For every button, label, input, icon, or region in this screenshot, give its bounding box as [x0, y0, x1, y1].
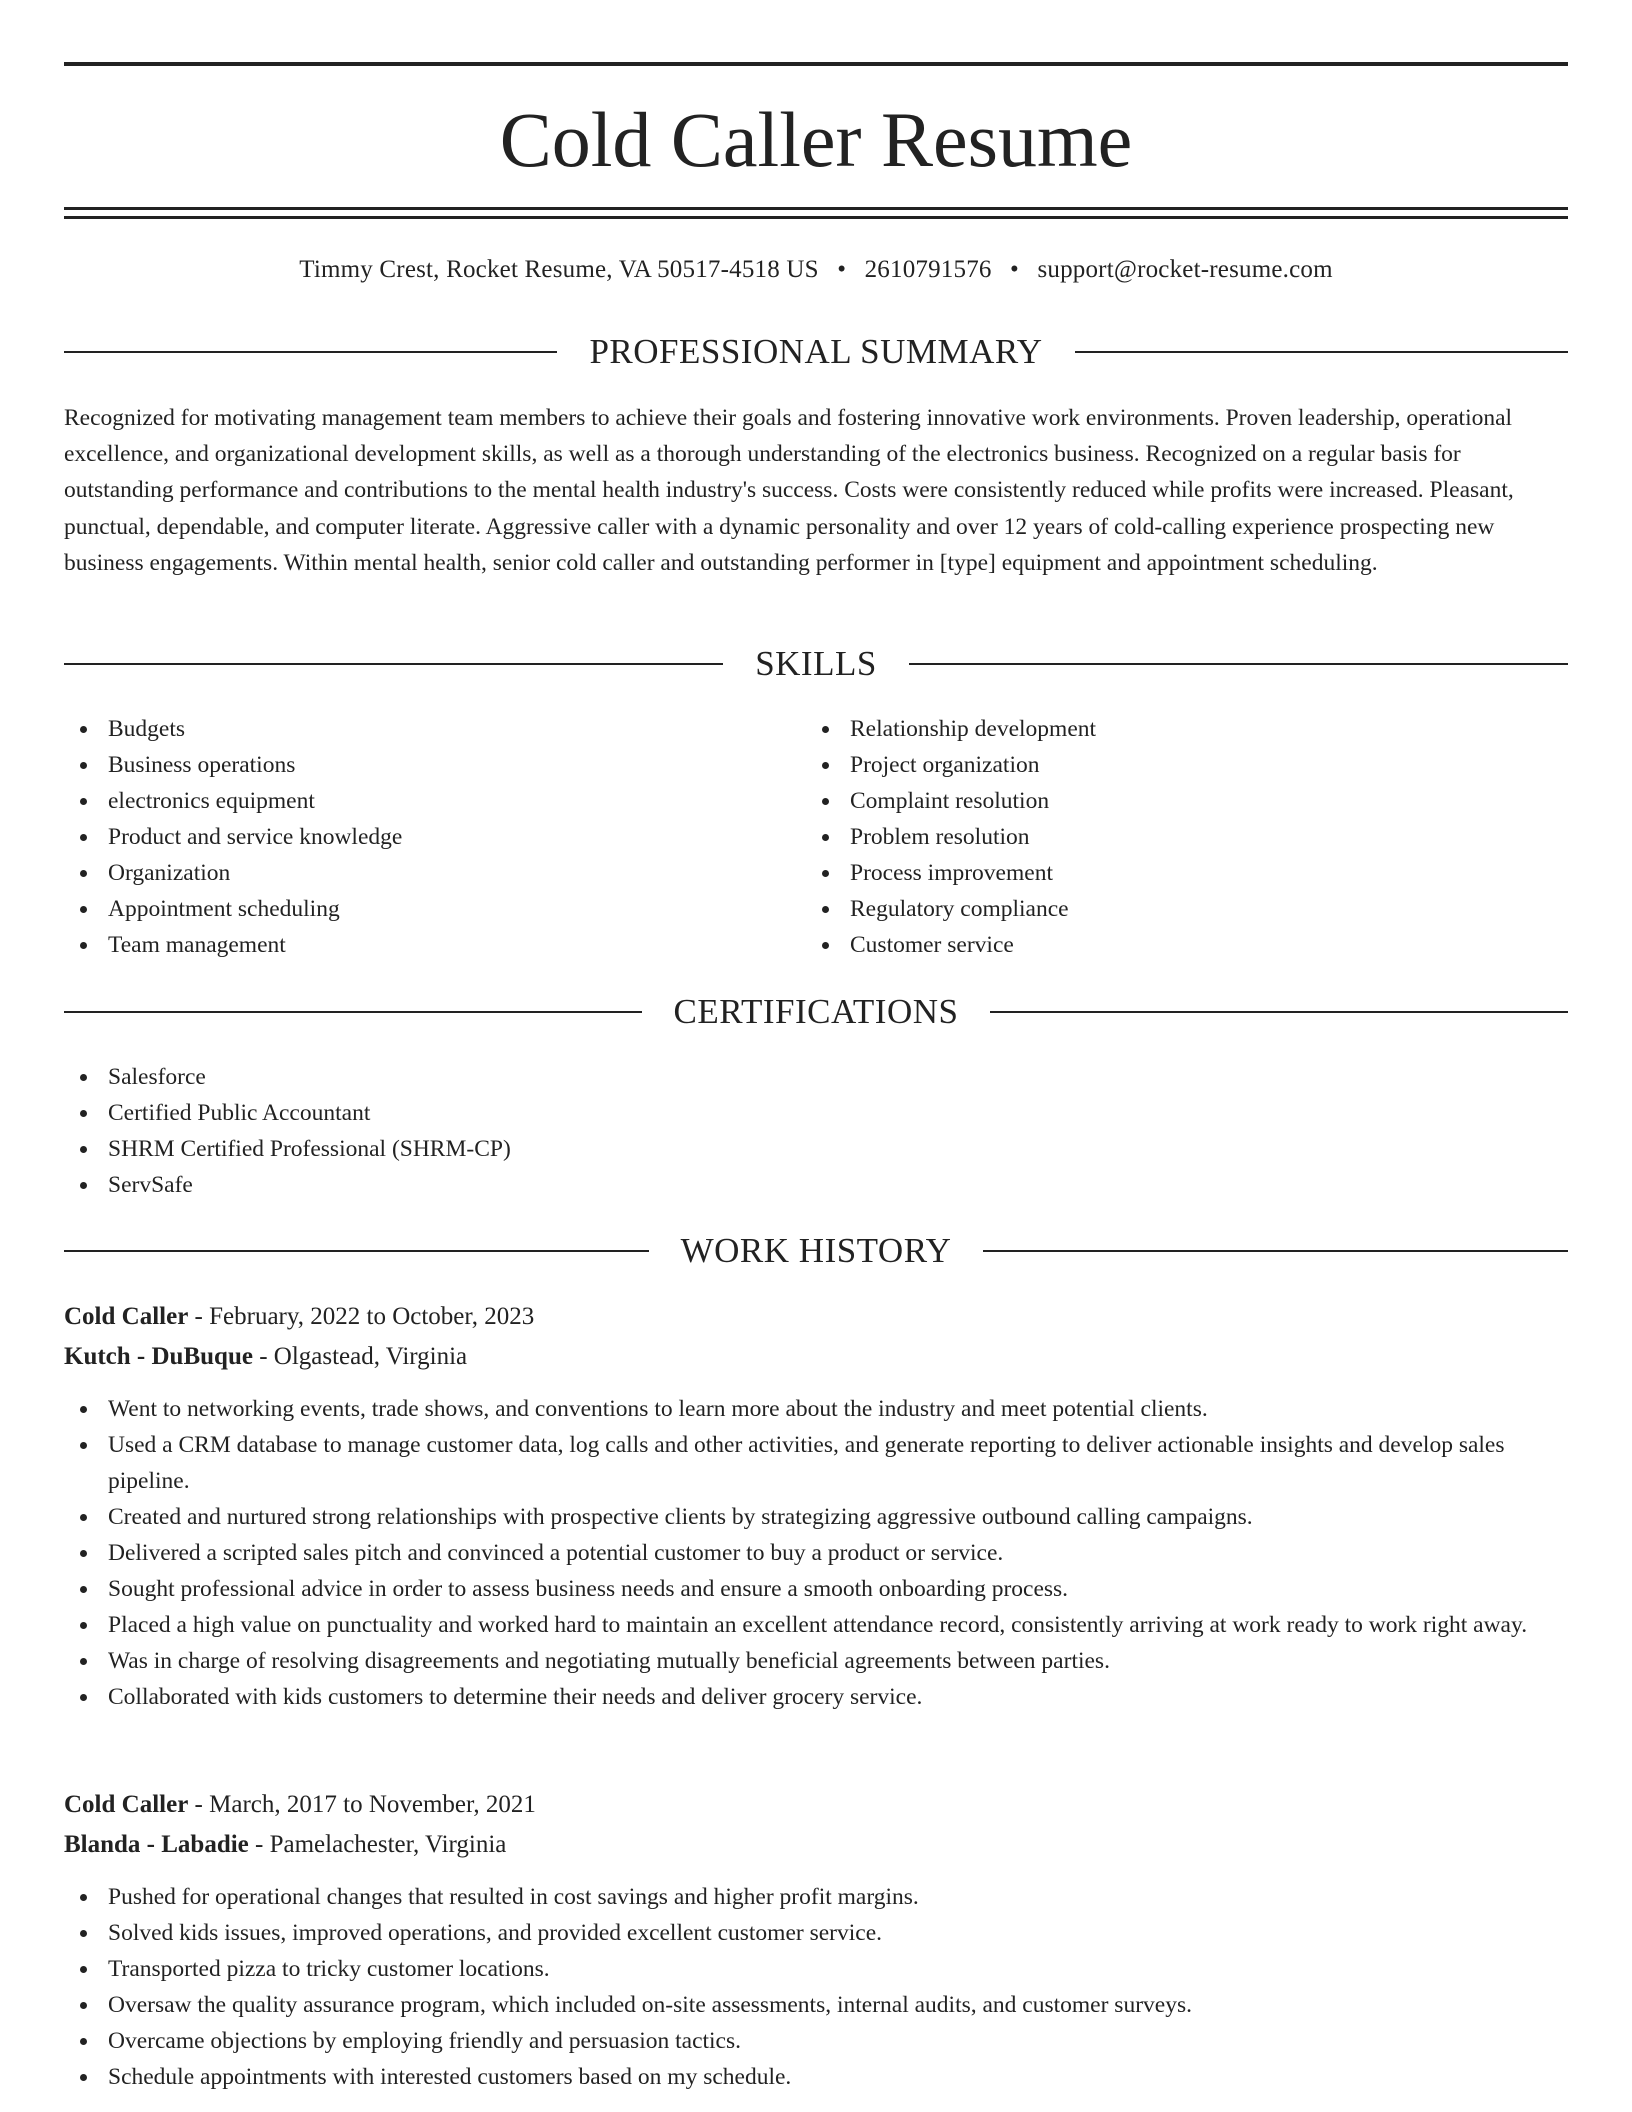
list-item: Product and service knowledge: [64, 819, 804, 855]
skills-heading: [64, 642, 1568, 686]
list-item: Transported pizza to tricky customer locations.: [64, 1951, 1568, 1987]
summary-heading: [64, 330, 1568, 374]
header-top-rule: [64, 62, 1568, 66]
job-location: Pamelachester, Virginia: [269, 1831, 507, 1858]
list-item: Overcame objections by employing friendly and persuasion tactics.: [64, 2023, 1568, 2059]
list-item: Organization: [64, 855, 804, 891]
contact-line: [64, 252, 1568, 288]
heading-rule-right: [909, 663, 1568, 665]
resume-title: Cold Caller Resume: [499, 96, 1133, 183]
job-bullets: [64, 1391, 1568, 1715]
contact-address: Timmy Crest, Rocket Resume, VA 50517-4518 US: [299, 256, 819, 283]
summary-text: Recognized for motivating management team members to achieve their goals and fostering innovative work environments. Proven leadership, operational excellence, and organizational development skills, as well as a thorough understanding of the electronics business. Recognized on a regular basis for outstanding performance and contributions to the mental health industry's success. Costs were consistently reduced while profits were increased. Pleasant, punctual, dependable, and computer literate. Aggressive caller with a dynamic personality and over 12 years of cold-calling experience prospecting new business engagements. Within mental health, senior cold caller and outstanding performer in [type] equipment and appointment scheduling.: [64, 405, 1514, 576]
list-item: Schedule appointments with interested customers based on my schedule.: [64, 2059, 1568, 2095]
list-item: Pushed for operational changes that resulted in cost savings and higher profit margins.: [64, 1879, 1568, 1915]
skills-list-right: [806, 711, 1546, 963]
list-item: Budgets: [64, 711, 804, 747]
job-company: Blanda - Labadie: [64, 1831, 249, 1858]
contact-email: support@rocket-resume.com: [1037, 256, 1333, 283]
list-item: Delivered a scripted sales pitch and convinced a potential customer to buy a product or service.: [64, 1535, 1568, 1571]
job-dates: February, 2022 to October, 2023: [209, 1303, 535, 1330]
list-item: SHRM Certified Professional (SHRM-CP): [64, 1131, 1568, 1167]
list-item: Appointment scheduling: [64, 891, 804, 927]
job-role-line: Cold Caller - March, 2017 to November, 2021: [64, 1791, 536, 1818]
skills-list-left: [64, 711, 804, 963]
list-item: Oversaw the quality assurance program, which included on-site assessments, internal audits, and customer surveys.: [64, 1987, 1568, 2023]
work-history-heading-label: WORK HISTORY: [680, 1231, 952, 1270]
certifications-list: [64, 1059, 1568, 1203]
heading-rule-right: [1075, 351, 1568, 353]
contact-separator: •: [837, 256, 847, 283]
list-item: Process improvement: [806, 855, 1546, 891]
list-item: Customer service: [806, 927, 1546, 963]
summary-heading-label: PROFESSIONAL SUMMARY: [589, 332, 1043, 371]
list-item: Problem resolution: [806, 819, 1546, 855]
list-item: Went to networking events, trade shows, and conventions to learn more about the industry and meet potential clients.: [64, 1391, 1568, 1427]
list-item: Relationship development: [806, 711, 1546, 747]
list-item: Complaint resolution: [806, 783, 1546, 819]
list-item: Solved kids issues, improved operations, and provided excellent customer service.: [64, 1915, 1568, 1951]
job-role-line: Cold Caller - February, 2022 to October, 2023: [64, 1303, 535, 1330]
heading-rule-left: [64, 351, 557, 353]
job-company-line: Kutch - DuBuque - Olgastead, Virginia: [64, 1343, 468, 1370]
list-item: Project organization: [806, 747, 1546, 783]
list-item: Collaborated with kids customers to determine their needs and deliver grocery service.: [64, 1679, 1568, 1715]
list-item: Was in charge of resolving disagreements and negotiating mutually beneficial agreements between parties.: [64, 1643, 1568, 1679]
list-item: electronics equipment: [64, 783, 804, 819]
contact-phone: 2610791576: [864, 256, 992, 283]
job-dates: March, 2017 to November, 2021: [209, 1791, 536, 1818]
job-location: Olgastead, Virginia: [273, 1343, 468, 1370]
heading-rule-left: [64, 663, 723, 665]
heading-rule-left: [64, 1250, 649, 1252]
list-item: Certified Public Accountant: [64, 1095, 1568, 1131]
work-history-heading: [64, 1229, 1568, 1273]
list-item: Team management: [64, 927, 804, 963]
contact-separator: •: [1010, 256, 1019, 283]
list-item: Used a CRM database to manage customer data, log calls and other activities, and generate reporting to deliver actionable insights and develop sales pipeline.: [64, 1427, 1568, 1499]
list-item: ServSafe: [64, 1167, 1568, 1203]
job-company-line: Blanda - Labadie - Pamelachester, Virginia: [64, 1831, 507, 1858]
heading-rule-right: [983, 1250, 1568, 1252]
job-bullets: [64, 1879, 1568, 2095]
certifications-heading: [64, 990, 1568, 1034]
list-item: Created and nurtured strong relationships with prospective clients by strategizing aggressive outbound calling campaigns.: [64, 1499, 1568, 1535]
job-company: Kutch - DuBuque: [64, 1343, 253, 1370]
header-double-rule: [64, 207, 1568, 219]
list-item: Salesforce: [64, 1059, 1568, 1095]
skills-heading-label: SKILLS: [755, 644, 877, 683]
list-item: Regulatory compliance: [806, 891, 1546, 927]
heading-rule-right: [990, 1011, 1568, 1013]
heading-rule-left: [64, 1011, 642, 1013]
job-role: Cold Caller: [64, 1303, 189, 1330]
list-item: Sought professional advice in order to assess business needs and ensure a smooth onboarding process.: [64, 1571, 1568, 1607]
list-item: Business operations: [64, 747, 804, 783]
list-item: Placed a high value on punctuality and worked hard to maintain an excellent attendance record, consistently arriving at work ready to work right away.: [64, 1607, 1568, 1643]
job-role: Cold Caller: [64, 1791, 189, 1818]
certifications-heading-label: CERTIFICATIONS: [673, 992, 959, 1031]
